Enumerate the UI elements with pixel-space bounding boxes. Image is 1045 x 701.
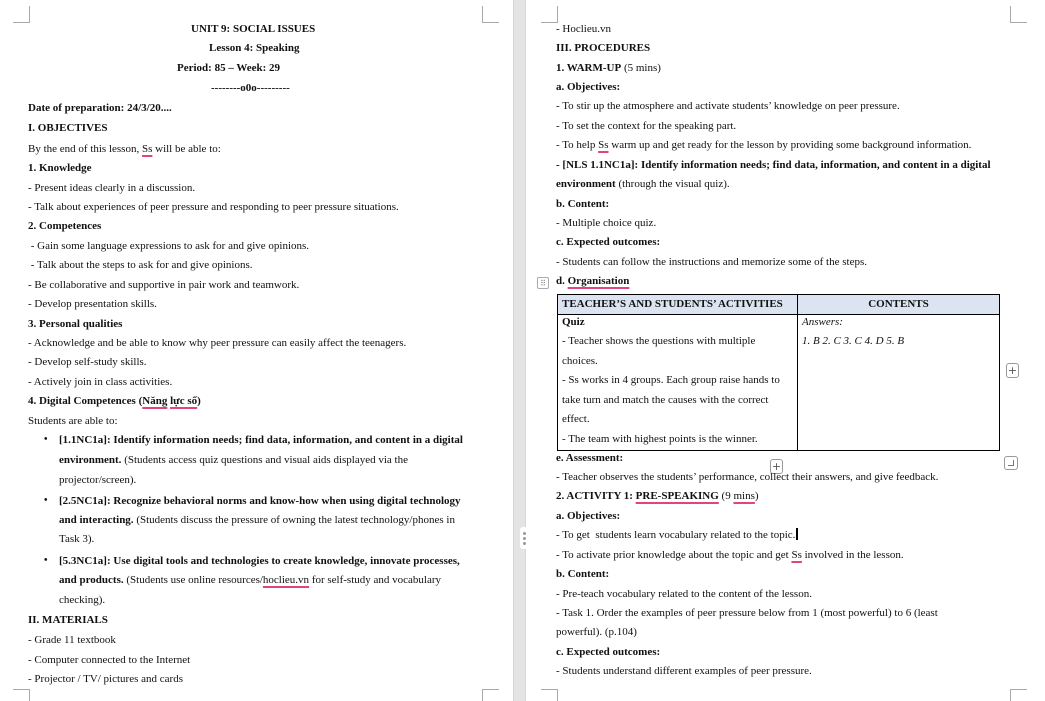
activity1-content: powerful). (p.104) [556, 626, 637, 638]
warmup-nls-line [556, 177, 730, 191]
add-column-button[interactable]: + [1007, 364, 1018, 377]
warmup-content-heading: b. Content: [556, 198, 610, 210]
spellcheck-word[interactable]: mins [733, 490, 755, 502]
personal-quality-item: - Acknowledge and be able to know why peer pressure can easily affect the teenagers. [28, 337, 407, 349]
activity1-outcomes: - Students understand different examples of peer pressure. [556, 665, 812, 677]
text: (Students discuss the pressure of owning the latest technology/phones in [133, 514, 455, 526]
text: (Students access quiz questions and visual aids displayed via the [121, 454, 408, 466]
text: - To activate prior knowledge about the topic and get [556, 549, 792, 561]
text: warm up and get ready for the lesson by providing some background information. [608, 139, 972, 151]
activity1-content: - Pre-teach vocabulary related to the content of the lesson. [556, 588, 812, 600]
header-divider: --------o0o--------- [211, 82, 290, 94]
digital-competence-bullet-line [59, 453, 408, 467]
text: 4. Digital Competences ( [28, 395, 143, 407]
crop-mark-icon [1010, 6, 1027, 23]
text: (5 mins) [621, 62, 661, 74]
warmup-nls: - [NLS 1.1NC1a]: Identify information needs; find data, information, and content in a digital [556, 159, 991, 171]
warmup-objective: - To set the context for the speaking part. [556, 120, 737, 132]
material-item: - Grade 11 textbook [28, 634, 116, 646]
crop-mark-icon [1010, 689, 1027, 701]
spellcheck-word[interactable]: PRE-SPEAKING [635, 490, 719, 502]
materials-heading: II. MATERIALS [28, 614, 108, 626]
activities-table [557, 294, 1000, 451]
period-week: Period: 85 – Week: 29 [177, 62, 281, 74]
crop-mark-icon [13, 6, 30, 23]
crop-mark-icon [541, 689, 558, 701]
text-cursor [796, 528, 798, 540]
text: and products. [59, 574, 124, 586]
text: (9 [718, 490, 734, 502]
unit-title: UNIT 9: SOCIAL ISSUES [191, 23, 316, 35]
warmup-content: - Multiple choice quiz. [556, 217, 657, 229]
hoclieu-item: - Hoclieu.vn [556, 23, 611, 35]
text: d. [556, 275, 568, 287]
text: for self-study and vocabulary [309, 574, 442, 586]
digital-competence-bullet-line: checking). [59, 594, 106, 606]
table-resize-handle-icon[interactable] [1004, 456, 1018, 470]
text: will be able to: [152, 143, 221, 155]
text: - To help [556, 139, 599, 151]
document-page-right [526, 0, 1045, 701]
spellcheck-word[interactable]: Ss [791, 549, 802, 561]
personal-qualities-heading: 3. Personal qualities [28, 318, 123, 330]
lesson-title: Lesson 4: Speaking [209, 42, 300, 54]
warmup-heading [556, 61, 661, 75]
contents-cell[interactable] [798, 315, 999, 450]
organisation-heading [556, 274, 629, 288]
crop-mark-icon [482, 6, 499, 23]
competence-item: - Talk about the steps to ask for and give opinions. [28, 259, 253, 271]
cell-line: - Teacher shows the questions with multiple [562, 335, 756, 347]
assessment-heading: e. Assessment: [556, 452, 624, 464]
warmup-objective [556, 138, 971, 152]
warmup-outcomes-heading: c. Expected outcomes: [556, 236, 661, 248]
table-row [558, 315, 999, 450]
spellcheck-word[interactable]: Ss [598, 139, 609, 151]
text: environment. [59, 454, 122, 466]
quiz-title: Quiz [562, 316, 585, 328]
digital-competences-intro: Students are able to: [28, 415, 118, 427]
activity1-outcomes-heading: c. Expected outcomes: [556, 646, 661, 658]
material-item: - Projector / TV/ pictures and cards [28, 673, 183, 685]
text: By the end of this lesson, [28, 143, 142, 155]
digital-competence-bullet: • [5.3NC1a]: Use digital tools and technologies to create knowledge, innovate processes, [59, 554, 460, 568]
text: 2. ACTIVITY 1: [556, 490, 636, 502]
activity1-heading [556, 489, 759, 503]
answers-list: 1. B 2. C 3. C 4. D 5. B [802, 335, 905, 347]
document-page-left [0, 0, 513, 701]
text: and interacting. [59, 514, 134, 526]
personal-quality-item: - Actively join in class activities. [28, 376, 173, 388]
text: 1. WARM-UP [556, 62, 622, 74]
page-gutter [513, 0, 526, 701]
cell-line: effect. [562, 413, 590, 425]
text: environment [556, 178, 616, 190]
text: ) [197, 395, 201, 407]
activities-cell[interactable] [558, 315, 798, 450]
warmup-outcomes: - Students can follow the instructions and memorize some of the steps. [556, 256, 867, 268]
text: (Students use online resources/ [123, 574, 263, 586]
digital-competence-bullet: • [1.1NC1a]: Identify information needs; find data, information, and content in a digital [59, 433, 463, 447]
competence-item: - Develop presentation skills. [28, 298, 157, 310]
activity1-objective [556, 548, 904, 562]
warmup-objectives-heading: a. Objectives: [556, 81, 621, 93]
text: involved in the lesson. [801, 549, 904, 561]
knowledge-item: - Talk about experiences of peer pressure and responding to peer pressure situations. [28, 201, 399, 213]
spellcheck-word[interactable]: Ss [141, 143, 153, 155]
column-header: CONTENTS [868, 298, 929, 310]
date-of-preparation: Date of preparation: 24/3/20.... [28, 102, 172, 114]
competence-item: - Gain some language expressions to ask for and give opinions. [28, 240, 310, 252]
assessment-text: - Teacher observes the students’ performance, collect their answers, and give feedback. [556, 471, 939, 483]
digital-competence-bullet-line: Task 3). [59, 533, 95, 545]
crop-mark-icon [13, 689, 30, 701]
warmup-objective: - To stir up the atmosphere and activate students’ knowledge on peer pressure. [556, 100, 900, 112]
digital-competence-bullet-line [59, 573, 441, 587]
competences-heading: 2. Competences [28, 220, 102, 232]
spellcheck-word[interactable]: lực sổ [170, 395, 198, 407]
activity1-objectives-heading: a. Objectives: [556, 510, 621, 522]
crop-mark-icon [541, 6, 558, 23]
objectives-heading: I. OBJECTIVES [28, 122, 108, 134]
column-header: TEACHER’S AND STUDENTS’ ACTIVITIES [558, 295, 798, 314]
table-move-handle-icon[interactable]: ⠿ [537, 277, 549, 289]
spellcheck-word[interactable]: Năng [142, 395, 168, 407]
digital-competence-bullet-line [59, 513, 455, 527]
material-item: - Computer connected to the Internet [28, 654, 191, 666]
spellcheck-word[interactable]: Organisation [567, 275, 630, 287]
knowledge-item: - Present ideas clearly in a discussion. [28, 182, 196, 194]
hoclieu-link[interactable]: hoclieu.vn [262, 574, 310, 586]
text: ) [754, 490, 759, 502]
digital-competences-heading [28, 394, 201, 408]
answers-label: Answers: [802, 316, 843, 328]
cell-line: - Ss works in 4 groups. Each group raise hands to [562, 374, 780, 386]
digital-competence-bullet: • [2.5NC1a]: Recognize behavioral norms and know-how when using digital technology [59, 494, 461, 508]
add-row-button[interactable]: + [771, 460, 782, 473]
table-header-row [558, 295, 999, 315]
procedures-heading: III. PROCEDURES [556, 42, 651, 54]
cell-line: take turn and match the causes with the correct [562, 394, 769, 406]
personal-quality-item: - Develop self-study skills. [28, 356, 147, 368]
knowledge-heading: 1. Knowledge [28, 162, 92, 174]
text: (through the visual quiz). [615, 178, 730, 190]
digital-competence-bullet-line: projector/screen). [59, 474, 137, 486]
cell-line: choices. [562, 355, 598, 367]
objectives-intro [28, 142, 221, 156]
cell-line: - The team with highest points is the winner. [562, 433, 758, 445]
text: - To get students learn vocabulary related to the topic. [556, 529, 796, 541]
activity1-content-heading: b. Content: [556, 568, 610, 580]
competence-item: - Be collaborative and supportive in pair work and teamwork. [28, 279, 300, 291]
activity1-content: - Task 1. Order the examples of peer pressure below from 1 (most powerful) to 6 (least [556, 607, 938, 619]
activity1-objective[interactable] [556, 528, 798, 542]
crop-mark-icon [482, 689, 499, 701]
